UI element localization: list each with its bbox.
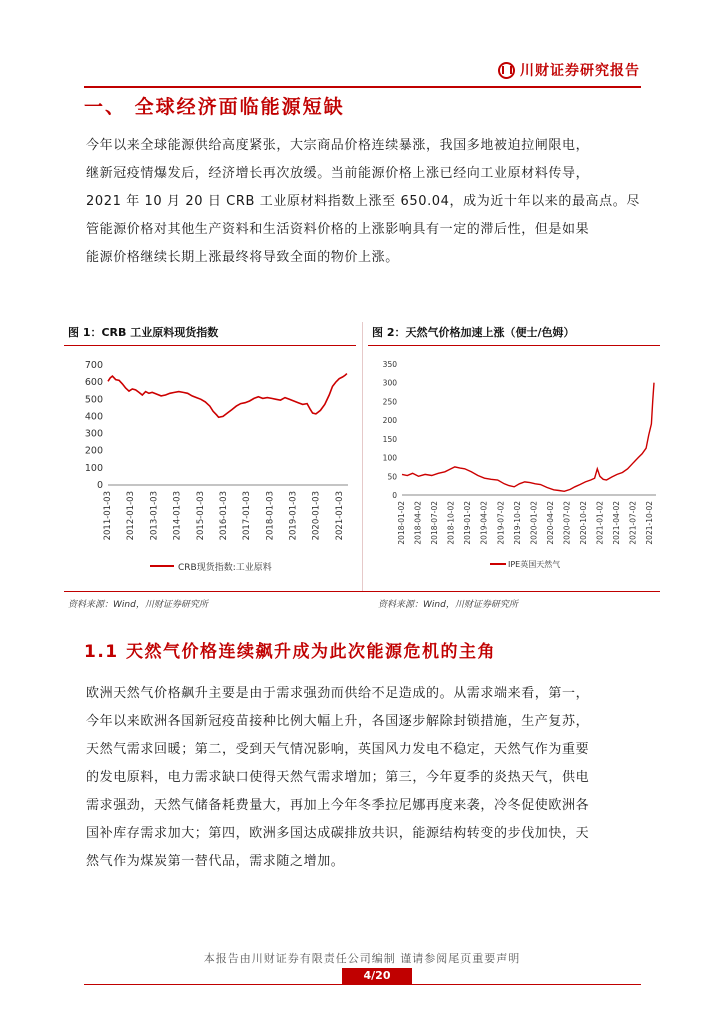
gas-series-line [402,383,654,492]
paragraph-line: 2021 年 10 月 20 日 CRB 工业原材料指数上涨至 650.04，成为近十年以来的最高点。尽 [86,194,640,209]
footer-rule [84,984,641,985]
x-tick-label: 2018-10-02 [446,501,456,545]
figure-1-title [64,322,356,346]
x-tick-label: 2018-07-02 [430,501,440,545]
paragraph-line: 欧洲天然气价格飙升主要是由于需求强劲而供给不足造成的。从需求端来看，第一， [86,686,590,701]
paragraph-line: 天然气需求回暖；第二，受到天气情况影响，英国风力发电不稳定，天然气作为重要 [86,742,590,757]
x-tick-label: 2013-01-03 [149,491,160,541]
x-tick-label: 2020-01-03 [311,491,322,541]
x-tick-label: 2014-01-03 [172,491,183,541]
x-tick-label: 2020-04-02 [545,501,555,545]
x-tick-label: 2021-04-02 [612,501,622,545]
x-tick-label: 2021-01-02 [595,501,605,545]
figure-2-title [368,322,660,346]
figure-2-title-rule [368,345,660,346]
y-tick-label: 300 [84,428,103,440]
y-tick-label: 700 [84,360,103,371]
x-tick-label: 2015-01-03 [195,491,206,541]
y-tick-label: 600 [84,377,103,389]
crb-chart [64,348,358,588]
y-tick-label: 350 [382,360,397,369]
paragraph-line: 今年以来欧洲各国新冠疫苗接种比例大幅上升，各国逐步解除封锁措施，生产复苏， [86,714,590,729]
subsection-title: 1.1 天然气价格连续飙升成为此次能源危机的主角 [84,642,497,662]
figure-1-source: 资料来源：Wind，川财证券研究所 [68,600,208,610]
legend-label: CRB现货指数:工业原料 [178,563,272,573]
paragraph-line: 今年以来全球能源供给高度紧张，大宗商品价格连续暴涨，我国多地被迫拉闸限电， [86,138,590,153]
x-tick-label: 2021-01-03 [334,491,345,541]
x-tick-label: 2018-04-02 [413,501,423,545]
paragraph-line: 能源价格继续长期上涨最终将导致全面的物价上涨。 [86,250,399,265]
y-tick-label: 500 [84,394,103,406]
x-tick-label: 2020-01-02 [529,501,539,545]
y-tick-label: 200 [382,416,397,426]
section-title: 一、 全球经济面临能源短缺 [84,96,345,118]
figure-1-title-text: 图 1：CRB 工业原料现货指数 [68,326,219,339]
paragraph-line: 然气作为煤炭第一替代品，需求随之增加。 [86,854,345,869]
crb-series-line [108,374,347,418]
x-tick-label: 2020-07-02 [562,501,572,545]
x-tick-label: 2011-01-03 [103,491,113,541]
figure-2-source: 资料来源：Wind，川财证券研究所 [378,600,518,610]
x-tick-label: 2019-01-03 [288,491,299,541]
legend-label: IPE英国天然气 [508,560,561,569]
figure-divider [362,322,363,592]
x-tick-label: 2021-10-02 [645,501,655,545]
paragraph-line: 的发电原料，电力需求缺口使得天然气需求增加；第三，今年夏季的炎热天气，供电 [86,770,590,785]
header-rule [84,86,641,88]
x-tick-label: 2021-07-02 [628,501,638,545]
y-tick-label: 0 [392,491,397,500]
y-tick-label: 300 [382,378,397,388]
x-tick-label: 2019-07-02 [496,501,506,545]
y-tick-label: 250 [382,397,397,407]
y-tick-label: 400 [84,411,103,423]
logo-icon [498,62,515,79]
figure-bottom-rule [64,591,660,592]
x-tick-label: 2016-01-03 [218,491,229,541]
figure-1-title-rule [64,345,356,346]
footer-note: 本报告由川财证券有限责任公司编制 谨请参阅尾页重要声明 [203,952,521,965]
x-tick-label: 2020-10-02 [579,501,589,545]
y-tick-label: 50 [387,472,397,482]
x-tick-label: 2019-10-02 [512,501,522,545]
x-tick-label: 2017-01-03 [242,491,253,541]
paragraph-line: 国补库存需求加大；第四，欧洲多国达成碳排放共识，能源结构转变的步伐加快，天 [86,826,590,841]
paragraph-line: 继新冠疫情爆发后，经济增长再次放缓。当前能源价格上涨已经向工业原材料传导， [86,166,590,181]
x-tick-label: 2018-01-02 [397,501,406,545]
x-tick-label: 2018-01-03 [265,491,276,541]
y-tick-label: 150 [382,434,397,444]
paragraph-line: 需求强劲，天然气储备耗费量大，再加上今年冬季拉尼娜再度来袭，冷冬促使欧洲各 [86,798,590,813]
brand-text: 川财证券研究报告 [520,63,640,79]
x-tick-label: 2019-01-02 [463,501,473,545]
section-paragraph [86,132,640,272]
y-tick-label: 100 [84,462,103,474]
y-tick-label: 100 [382,453,397,463]
gas-chart [366,348,660,588]
page-number: 4/20 [342,968,412,984]
x-tick-label: 2012-01-03 [126,491,137,541]
x-tick-label: 2019-04-02 [479,501,489,545]
figure-2-title-text: 图 2：天然气价格加速上涨（便士/色姆） [372,326,575,339]
report-brand [498,58,640,82]
paragraph-line: 管能源价格对其他生产资料和生活资料价格的上涨影响具有一定的滞后性，但是如果 [86,222,590,237]
y-tick-label: 200 [84,445,103,457]
subsection-paragraph [86,680,589,876]
y-tick-label: 0 [96,480,103,491]
